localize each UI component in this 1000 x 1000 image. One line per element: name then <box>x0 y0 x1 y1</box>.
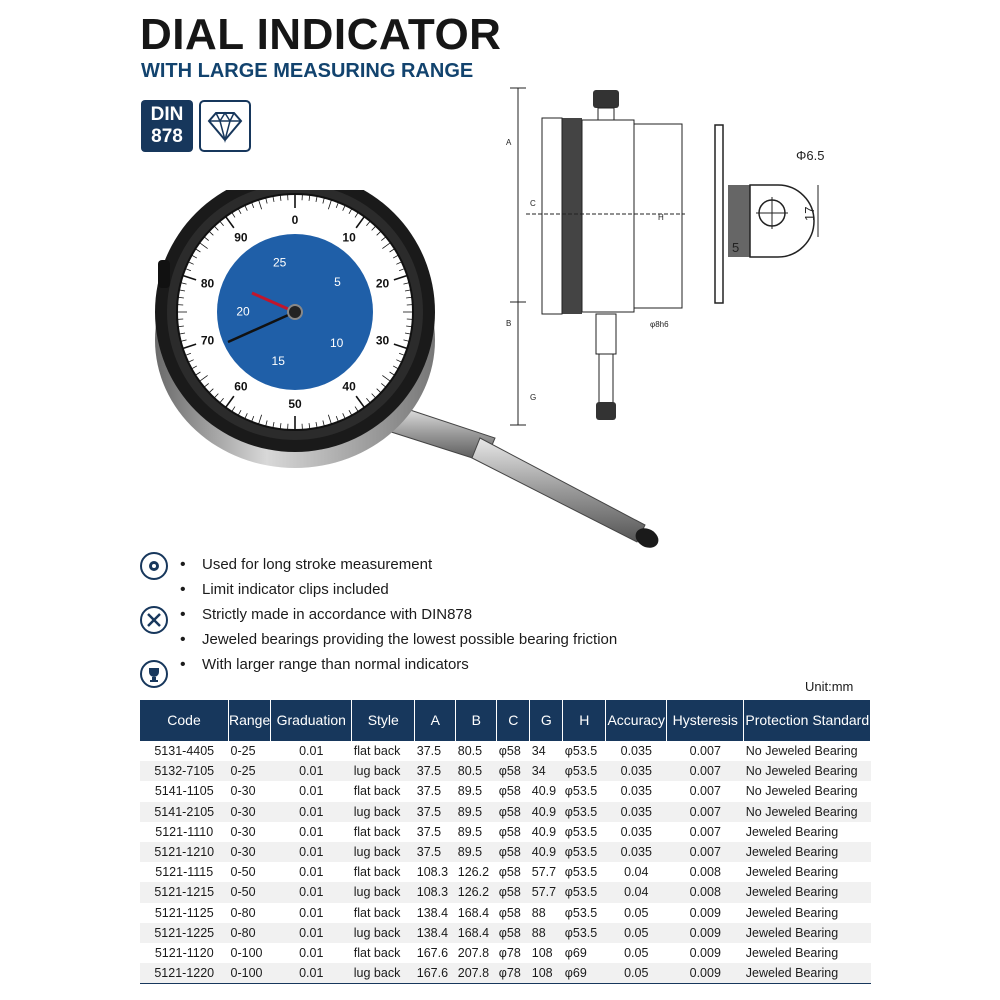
feature-item: • With larger range than normal indicators <box>180 652 617 677</box>
table-cell: φ53.5 <box>564 824 598 839</box>
table-cell: φ53.5 <box>563 923 606 943</box>
table-cell: lug back <box>352 882 415 902</box>
table-cell: 57.7 <box>531 865 557 880</box>
dial-outer-number: 90 <box>234 230 248 245</box>
table-cell: 0-80 <box>230 905 256 920</box>
table-cell: 5141-2105 <box>140 802 229 822</box>
table-cell: 0.04 <box>606 882 667 902</box>
table-cell: 0.008 <box>689 865 721 880</box>
table-cell: 0-25 <box>230 744 256 759</box>
dial-outer-number: 60 <box>234 379 248 394</box>
table-cell: 168.4 <box>457 905 490 920</box>
table-cell: φ58 <box>498 905 521 920</box>
dim-label-c: C <box>530 199 536 208</box>
feature-list <box>180 552 617 677</box>
table-cell: 5121-1110 <box>155 824 214 839</box>
page-title: DIAL INDICATOR <box>140 10 502 59</box>
col-header-g: G <box>530 700 563 741</box>
table-cell: 0.05 <box>624 905 649 920</box>
gear-icon <box>140 552 168 580</box>
table-cell: φ53.5 <box>564 744 598 759</box>
table-cell: lug back <box>352 761 415 781</box>
diamond-icon <box>206 108 244 144</box>
col-header-hysteresis: Hysteresis <box>667 700 744 741</box>
table-row <box>140 741 871 761</box>
dial-inner-number: 15 <box>271 354 285 369</box>
feature-item: • Used for long stroke measurement <box>180 552 617 577</box>
dim-label-17: 17 <box>802 206 817 221</box>
table-cell: 0-30 <box>230 784 256 799</box>
table-cell: 5131-4405 <box>154 744 215 759</box>
table-cell: 0.009 <box>667 963 744 984</box>
table-cell: 0.035 <box>620 744 652 759</box>
col-header-c: C <box>497 700 530 741</box>
table-cell: 80.5 <box>457 744 483 759</box>
col-header-code: Code <box>140 700 229 741</box>
table-cell: 5121-1125 <box>154 905 214 920</box>
table-cell: 138.4 <box>416 905 449 920</box>
table-cell: flat back <box>353 744 401 759</box>
table-row <box>140 923 871 943</box>
dial-outer-number: 80 <box>200 276 215 291</box>
dial-outer-number: 20 <box>375 276 390 291</box>
table-cell: 0-30 <box>229 842 271 862</box>
table-cell: No Jeweled Bearing <box>744 761 871 781</box>
table-cell: 0.05 <box>624 945 649 960</box>
table-cell: 37.5 <box>416 744 442 759</box>
table-cell: 0.007 <box>667 842 744 862</box>
table-cell: 40.9 <box>530 842 563 862</box>
table-cell: 0-30 <box>229 802 271 822</box>
table-cell: 5121-1115 <box>155 865 214 880</box>
table-cell: 0.007 <box>689 784 721 799</box>
table-cell: 5121-1225 <box>140 923 229 943</box>
table-cell: 0-50 <box>229 882 271 902</box>
jewel-badge <box>199 100 251 152</box>
table-cell: 0.01 <box>271 842 352 862</box>
col-header-style: Style <box>352 700 415 741</box>
table-cell: φ53.5 <box>563 802 606 822</box>
table-cell: φ58 <box>498 824 521 839</box>
table-cell: flat back <box>353 865 401 880</box>
table-cell: 89.5 <box>457 784 483 799</box>
dial-outer-number: 10 <box>342 230 356 245</box>
table-cell: φ53.5 <box>564 865 598 880</box>
table-cell: 0-100 <box>230 945 263 960</box>
table-cell: 0.008 <box>667 882 744 902</box>
table-cell: 37.5 <box>416 824 442 839</box>
table-cell: flat back <box>353 945 401 960</box>
table-cell: φ58 <box>497 842 530 862</box>
feature-item: • Limit indicator clips included <box>180 577 617 602</box>
col-header-a: A <box>415 700 456 741</box>
table-row <box>140 862 871 882</box>
table-cell: 88 <box>530 923 563 943</box>
side-view-drawing <box>490 80 690 440</box>
table-cell: 80.5 <box>456 761 497 781</box>
col-header-h: H <box>563 700 606 741</box>
table-cell: 88 <box>531 905 546 920</box>
dial-outer-number: 70 <box>200 333 215 348</box>
table-cell: φ58 <box>497 761 530 781</box>
feature-item: • Jeweled bearings providing the lowest possible bearing friction <box>180 627 617 652</box>
page-subtitle: WITH LARGE MEASURING RANGE <box>141 60 474 82</box>
table-cell: 57.7 <box>530 882 563 902</box>
table-cell: 37.5 <box>415 761 456 781</box>
table-cell: 0.009 <box>689 905 721 920</box>
table-cell: φ58 <box>497 923 530 943</box>
table-cell: flat back <box>353 824 401 839</box>
table-cell: 5121-1120 <box>154 945 214 960</box>
table-cell: 5141-1105 <box>154 784 214 799</box>
table-header-row <box>140 700 871 741</box>
trophy-icon <box>140 660 168 688</box>
table-cell: 0-80 <box>229 923 271 943</box>
table-cell: 0-50 <box>230 865 256 880</box>
table-row <box>140 963 871 984</box>
table-cell: 40.9 <box>531 784 557 799</box>
table-cell: Jeweled Bearing <box>745 865 839 880</box>
table-cell: 0.01 <box>299 744 324 759</box>
table-cell: φ53.5 <box>564 905 598 920</box>
table-cell: 108 <box>530 963 563 984</box>
table-cell: 0.035 <box>620 824 652 839</box>
table-cell: 40.9 <box>531 824 557 839</box>
table-cell: 0.035 <box>606 842 667 862</box>
table-cell: flat back <box>353 784 401 799</box>
table-row <box>140 802 871 822</box>
table-cell: 0.01 <box>271 882 352 902</box>
table-cell: 0.05 <box>606 963 667 984</box>
table-cell: 5121-1220 <box>140 963 229 984</box>
table-cell: 0.007 <box>689 744 721 759</box>
col-header-b: B <box>456 700 497 741</box>
dim-label-a: A <box>506 138 512 147</box>
dial-inner-number: 25 <box>272 255 287 270</box>
dim-label-b: B <box>506 319 512 328</box>
table-cell: No Jeweled Bearing <box>745 784 858 799</box>
table-cell: lug back <box>352 923 415 943</box>
din-badge-line2: 878 <box>151 126 183 147</box>
table-cell: 0.01 <box>299 784 324 799</box>
table-cell: φ69 <box>563 963 606 984</box>
col-header-accuracy: Accuracy <box>606 700 667 741</box>
dim-label-g: G <box>530 393 537 402</box>
table-cell: 40.9 <box>530 802 563 822</box>
table-cell: 0.01 <box>271 923 352 943</box>
table-cell: 37.5 <box>416 784 442 799</box>
table-cell: Jeweled Bearing <box>744 882 871 902</box>
col-header-graduation: Graduation <box>271 700 352 741</box>
table-row <box>140 943 871 963</box>
table-cell: 89.5 <box>457 824 483 839</box>
table-cell: φ58 <box>498 784 521 799</box>
table-cell: 0-25 <box>229 761 271 781</box>
table-cell: 167.6 <box>416 945 449 960</box>
table-cell: 0-100 <box>229 963 271 984</box>
table-cell: φ53.5 <box>563 882 606 902</box>
table-cell: Jeweled Bearing <box>745 945 839 960</box>
table-cell: 108.3 <box>416 865 449 880</box>
dial-outer-number: 50 <box>288 397 302 411</box>
table-cell: 168.4 <box>456 923 497 943</box>
table-cell: φ58 <box>498 744 521 759</box>
table-cell: 0.009 <box>667 923 744 943</box>
table-cell: φ58 <box>497 802 530 822</box>
table-cell: 89.5 <box>456 842 497 862</box>
table-cell: 5121-1210 <box>140 842 229 862</box>
table-cell: Jeweled Bearing <box>744 842 871 862</box>
table-cell: 108 <box>531 945 553 960</box>
table-cell: No Jeweled Bearing <box>745 744 858 759</box>
table-cell: 0.01 <box>271 802 352 822</box>
table-cell: 0.035 <box>620 784 652 799</box>
table-cell: φ78 <box>498 945 521 960</box>
dial-inner-number: 5 <box>334 275 341 290</box>
table-cell: 89.5 <box>456 802 497 822</box>
din-878-badge <box>141 100 193 152</box>
table-row <box>140 761 871 781</box>
table-cell: 0.01 <box>299 945 324 960</box>
table-cell: 0.007 <box>667 802 744 822</box>
dial-inner-number: 10 <box>329 336 344 351</box>
table-cell: 34 <box>530 761 563 781</box>
table-cell: 207.8 <box>457 945 490 960</box>
table-cell: 0.007 <box>667 761 744 781</box>
table-cell: φ78 <box>497 963 530 984</box>
col-header-range: Range <box>229 700 271 741</box>
dial-inner-number: 20 <box>236 304 250 319</box>
table-cell: Jeweled Bearing <box>744 963 871 984</box>
table-cell: φ58 <box>498 865 521 880</box>
spec-table-body <box>140 741 871 984</box>
dial-outer-number: 30 <box>375 333 390 348</box>
lug-back-drawing <box>700 115 840 315</box>
dial-outer-number: 0 <box>291 213 299 227</box>
table-row <box>140 842 871 862</box>
table-cell: lug back <box>352 802 415 822</box>
table-cell: 207.8 <box>456 963 497 984</box>
feature-item: • Strictly made in accordance with DIN878 <box>180 602 617 627</box>
table-cell: 126.2 <box>457 865 490 880</box>
table-cell: lug back <box>352 963 415 984</box>
dim-label-hole: Φ6.5 <box>796 148 825 163</box>
table-cell: 0.01 <box>271 963 352 984</box>
table-cell: flat back <box>353 905 401 920</box>
table-cell: 0.035 <box>606 761 667 781</box>
table-cell: 0-30 <box>230 824 256 839</box>
table-cell: Jeweled Bearing <box>744 923 871 943</box>
table-cell: 0.04 <box>624 865 649 880</box>
table-cell: 0.035 <box>606 802 667 822</box>
din-badge-line1: DIN <box>150 104 184 125</box>
table-cell: 0.01 <box>299 865 324 880</box>
table-row <box>140 903 871 923</box>
table-cell: 37.5 <box>415 842 456 862</box>
table-cell: φ53.5 <box>563 842 606 862</box>
table-cell: 138.4 <box>415 923 456 943</box>
table-cell: φ69 <box>564 945 587 960</box>
table-cell: 0.01 <box>299 905 324 920</box>
table-cell: 0.05 <box>606 923 667 943</box>
table-cell: 37.5 <box>415 802 456 822</box>
table-cell: 5121-1215 <box>140 882 229 902</box>
dim-label-h: H <box>658 213 664 222</box>
table-cell: No Jeweled Bearing <box>744 802 871 822</box>
col-header-protection: Protection Standard <box>744 700 871 741</box>
table-cell: φ53.5 <box>563 761 606 781</box>
table-cell: lug back <box>352 842 415 862</box>
table-cell: 126.2 <box>456 882 497 902</box>
table-row <box>140 882 871 902</box>
tools-icon <box>140 606 168 634</box>
table-cell: 0.01 <box>299 824 324 839</box>
table-cell: 34 <box>531 744 546 759</box>
table-cell: Jeweled Bearing <box>745 905 839 920</box>
unit-label: Unit:mm <box>805 679 854 694</box>
table-cell: 108.3 <box>415 882 456 902</box>
table-cell: φ58 <box>497 882 530 902</box>
table-cell: 5132-7105 <box>140 761 229 781</box>
dial-outer-number: 40 <box>342 379 356 394</box>
table-cell: 0.01 <box>271 761 352 781</box>
dim-label-5: 5 <box>732 240 740 255</box>
table-cell: Jeweled Bearing <box>745 824 839 839</box>
table-row <box>140 822 871 842</box>
dim-label-stem: φ8h6 <box>650 320 669 329</box>
table-cell: 0.007 <box>689 824 721 839</box>
table-cell: 167.6 <box>415 963 456 984</box>
spec-table <box>140 700 871 984</box>
table-row <box>140 781 871 801</box>
table-cell: φ53.5 <box>564 784 598 799</box>
table-cell: 0.009 <box>689 945 721 960</box>
